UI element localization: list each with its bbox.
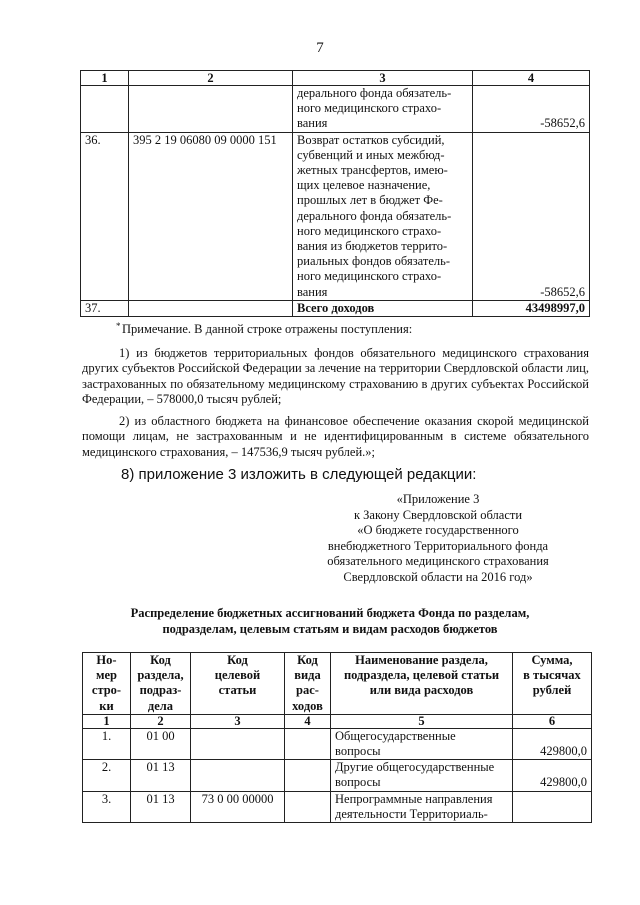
row-number: 1. (83, 728, 131, 759)
column-header: Наименование раздела, подраздела, целевой статьи или вида расходов (331, 653, 513, 715)
revenue-name: дерального фонда обязатель- ного медицинского страхо- вания (293, 86, 473, 133)
section-code: 01 00 (131, 728, 191, 759)
total-label: Всего доходов (293, 300, 473, 316)
row-number: 36. (81, 132, 129, 300)
target-code (191, 728, 285, 759)
column-header: Сумма, в тысячах рублей (513, 653, 592, 715)
amendment-line: 8) приложение 3 изложить в следующей редакции: (121, 466, 477, 483)
column-header: Код целевой статьи (191, 653, 285, 715)
expenditure-table (82, 652, 592, 823)
revenue-code (129, 86, 293, 133)
row-number: 3. (83, 791, 131, 822)
column-header: 4 (473, 71, 590, 86)
column-header: Но- мер стро- ки (83, 653, 131, 715)
type-code (285, 791, 331, 822)
column-number-row: 1 2 3 4 5 6 (83, 714, 592, 728)
revenue-name: Возврат остатков субсидий, субвенций и иных межбюд- жетных трансфертов, имею- щих целевое назначение, прошлых лет в бюджет Фе- дерального фонда обязатель- ного медицинского страхо- вания из бюджетов террито- риальных фондов обязатель- ного медицинского страхо- вания (293, 132, 473, 300)
total-amount: 43498997,0 (473, 300, 590, 316)
column-header: 3 (293, 71, 473, 86)
revenue-code: 395 2 19 06080 09 0000 151 (129, 132, 293, 300)
footnote-marker: * (116, 321, 121, 331)
footnote (82, 322, 589, 460)
column-header: Код раздела, подраз- дела (131, 653, 191, 715)
column-header: 1 (81, 71, 129, 86)
table-row (83, 760, 592, 791)
table-header-row (83, 653, 592, 715)
target-code (191, 760, 285, 791)
table-row (81, 86, 590, 133)
table-row (83, 791, 592, 822)
page-number: 7 (316, 40, 324, 56)
section-code: 01 13 (131, 760, 191, 791)
table-row (83, 728, 592, 759)
row-number: 37. (81, 300, 129, 316)
type-code (285, 760, 331, 791)
expense-name: Непрограммные направления деятельности Территориаль- (331, 791, 513, 822)
total-row (81, 300, 590, 316)
expense-name: Другие общегосударственные вопросы (331, 760, 513, 791)
footnote-intro: Примечание. В данной строке отражены поступления: (122, 322, 413, 336)
appendix-reference: «Приложение 3 к Закону Свердловской области «О бюджете государственного внебюджетного Территориального фонда обязательного медицинского страхования Свердловской области на 2016 год» (327, 492, 549, 584)
target-code: 73 0 00 00000 (191, 791, 285, 822)
column-header: 2 (129, 71, 293, 86)
row-number (81, 86, 129, 133)
column-header: Код вида рас- ходов (285, 653, 331, 715)
revenue-code (129, 300, 293, 316)
type-code (285, 728, 331, 759)
section-code: 01 13 (131, 791, 191, 822)
table-row (81, 132, 590, 300)
revenue-amount: -58652,6 (473, 132, 590, 300)
footnote-item-1: 1) из бюджетов территориальных фондов обязательного медицинского страхования других субъектов Российской Федерации за лечение на территории Свердловской области лиц, застрахованных по обязательному медицинскому страхованию в других субъектах Российской Федерации, – 578000,0 тысяч рублей; (82, 345, 589, 406)
section-heading: Распределение бюджетных ассигнований бюджета Фонда по разделам, подразделам, целевым статьям и видам расходов бюджетов (130, 606, 530, 636)
expense-name: Общегосударственные вопросы (331, 728, 513, 759)
revenue-table (80, 70, 590, 317)
expense-amount (513, 791, 592, 822)
footnote-item-2: 2) из областного бюджета на финансовое обеспечение оказания скорой медицинской помощи лицам, не застрахованным и не идентифицированным в системе обязательного медицинского страхования, – 147536,9 тысяч рублей.»; (82, 413, 589, 459)
table-header-row (81, 71, 590, 86)
expense-amount: 429800,0 (513, 760, 592, 791)
revenue-amount: -58652,6 (473, 86, 590, 133)
row-number: 2. (83, 760, 131, 791)
expense-amount: 429800,0 (513, 728, 592, 759)
